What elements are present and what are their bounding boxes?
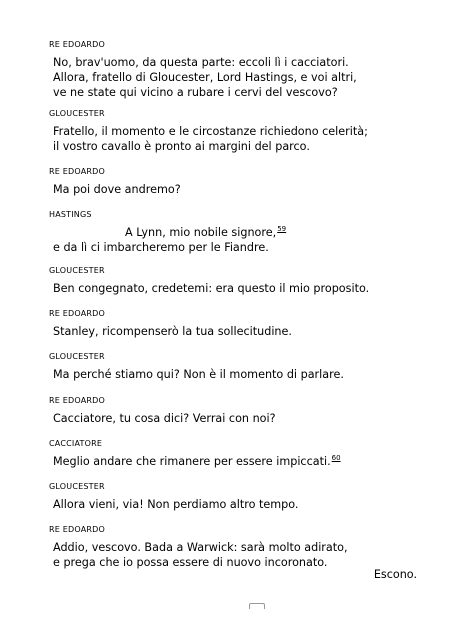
- speech-block: [49, 396, 429, 426]
- verse-line: Ma perché stiamo qui? Non è il momento di parlare.: [53, 368, 344, 381]
- verse-line: e prega che io possa essere di nuovo incoronato.: [53, 556, 328, 569]
- verse-line: Cacciatore, tu cosa dici? Verrai con noi?: [53, 412, 276, 425]
- speech-lines: [49, 182, 429, 197]
- speech-lines: [49, 497, 429, 512]
- speech-lines: [49, 281, 429, 296]
- speech-block: [49, 266, 429, 296]
- stage-direction: Escono.: [373, 568, 417, 581]
- verse-line: Ma poi dove andremo?: [53, 183, 181, 196]
- speech-lines: [49, 540, 429, 570]
- verse-line: ve ne state qui vicino a rubare i cervi del vescovo?: [53, 86, 338, 99]
- speech-lines: [49, 324, 429, 339]
- speaker-name: HASTINGS: [49, 210, 92, 219]
- speaker-name: RE EDOARDO: [49, 525, 106, 534]
- speech-block: [49, 525, 429, 570]
- speech-lines: [49, 225, 429, 255]
- verse-line: il vostro cavallo è pronto ai margini del parco.: [53, 140, 310, 153]
- speaker-name: RE EDOARDO: [49, 40, 106, 49]
- verse-line: Fratello, il momento e le circostanze richiedono celerità;: [53, 125, 368, 138]
- speech-block: [49, 352, 429, 382]
- verse-line: No, brav'uomo, da questa parte: eccoli lì i cacciatori.: [53, 56, 349, 69]
- speech-lines: [49, 55, 429, 100]
- speaker-name: GLOUCESTER: [49, 352, 105, 361]
- speech-block: [49, 210, 429, 255]
- speech-block: [49, 40, 429, 100]
- verse-text: Meglio andare che rimanere per essere impiccati.: [53, 455, 331, 468]
- speech-block: [49, 439, 429, 469]
- verse-line: [53, 225, 429, 240]
- speaker-name: GLOUCESTER: [49, 482, 105, 491]
- verse-line: Addio, vescovo. Bada a Warwick: sarà molto adirato,: [53, 541, 348, 554]
- speaker-name: GLOUCESTER: [49, 266, 105, 275]
- verse-text: A Lynn, mio nobile signore,: [125, 226, 277, 239]
- footnote-reference[interactable]: 59: [277, 225, 287, 233]
- speech-lines: [49, 367, 429, 382]
- speech-lines: [49, 124, 429, 154]
- speaker-name: CACCIATORE: [49, 439, 103, 448]
- speech-block: [49, 482, 429, 512]
- speech-block: [49, 109, 429, 154]
- speech-lines: [49, 454, 429, 469]
- speaker-name: RE EDOARDO: [49, 167, 106, 176]
- speech-block: [49, 309, 429, 339]
- speaker-name: GLOUCESTER: [49, 109, 105, 118]
- verse-line: Stanley, ricompenserò la tua sollecitudine.: [53, 325, 292, 338]
- speaker-name: RE EDOARDO: [49, 396, 106, 405]
- verse-line: Allora, fratello di Gloucester, Lord Hastings, e voi altri,: [53, 71, 357, 84]
- verse-line: [53, 454, 429, 469]
- verse-line: e da lì ci imbarcheremo per le Fiandre.: [53, 241, 269, 254]
- verse-line: Ben congegnato, credetemi: era questo il mio proposito.: [53, 282, 370, 295]
- verse-line: Allora vieni, via! Non perdiamo altro tempo.: [53, 498, 299, 511]
- page-tab-marker: [249, 603, 265, 609]
- speech-block: [49, 167, 429, 197]
- speech-lines: [49, 411, 429, 426]
- footnote-reference[interactable]: 60: [331, 454, 341, 462]
- speaker-name: RE EDOARDO: [49, 309, 106, 318]
